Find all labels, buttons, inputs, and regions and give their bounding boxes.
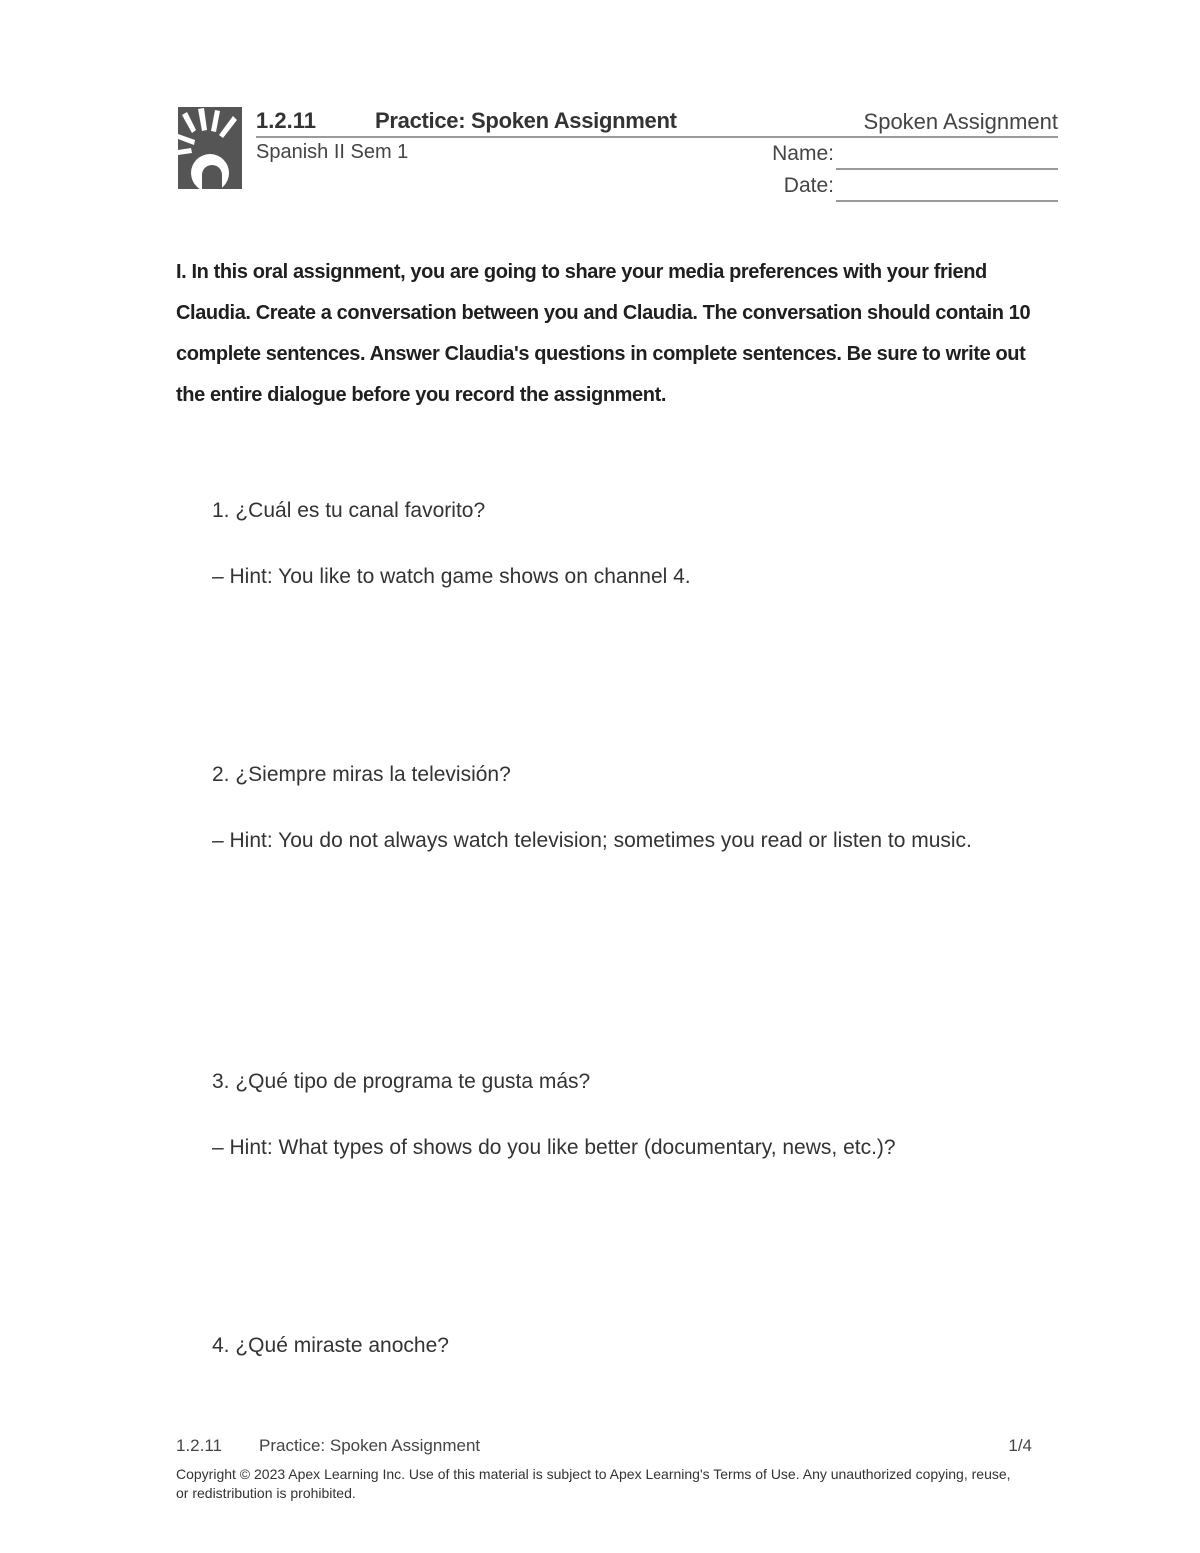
hint-3: – Hint: What types of shows do you like better (documentary, news, etc.)? bbox=[212, 1136, 896, 1159]
document-type: Spoken Assignment bbox=[863, 109, 1058, 134]
page-number: 1/4 bbox=[1008, 1436, 1032, 1455]
question-1: 1. ¿Cuál es tu canal favorito? bbox=[212, 499, 486, 522]
question-2: 2. ¿Siempre miras la televisión? bbox=[212, 763, 511, 786]
lesson-title: Practice: Spoken Assignment bbox=[375, 108, 677, 133]
apex-learning-logo-icon bbox=[178, 107, 242, 189]
footer-lesson-title: Practice: Spoken Assignment bbox=[259, 1436, 481, 1455]
name-label: Name: bbox=[772, 142, 834, 165]
question-4: 4. ¿Qué miraste anoche? bbox=[212, 1334, 449, 1357]
question-3: 3. ¿Qué tipo de programa te gusta más? bbox=[212, 1070, 591, 1093]
copyright-notice: Copyright © 2023 Apex Learning Inc. Use of this material is subject to Apex Learning's Terms of Use. Any unauthorized copying, reuse, or redistribution is prohibited. bbox=[176, 1466, 1011, 1501]
lesson-number: 1.2.11 bbox=[256, 108, 316, 133]
date-label: Date: bbox=[783, 174, 834, 197]
title-divider bbox=[256, 136, 1058, 138]
footer-lesson-number: 1.2.11 bbox=[176, 1436, 223, 1455]
instructions: I. In this oral assignment, you are going to share your media preferences with your friend Claudia. Create a conversation between you and Claudia. The conversation should contain 10 complete sentences. Answer Claudia's questions in complete sentences. Be sure to write out the entire dialogue before you record the assignment. bbox=[176, 261, 1031, 406]
hint-2: – Hint: You do not always watch television; sometimes you read or listen to music. bbox=[212, 829, 972, 852]
date-field[interactable] bbox=[836, 200, 1058, 202]
hint-1: – Hint: You like to watch game shows on channel 4. bbox=[212, 565, 691, 588]
course-name: Spanish II Sem 1 bbox=[256, 141, 409, 163]
name-field[interactable] bbox=[836, 168, 1058, 170]
